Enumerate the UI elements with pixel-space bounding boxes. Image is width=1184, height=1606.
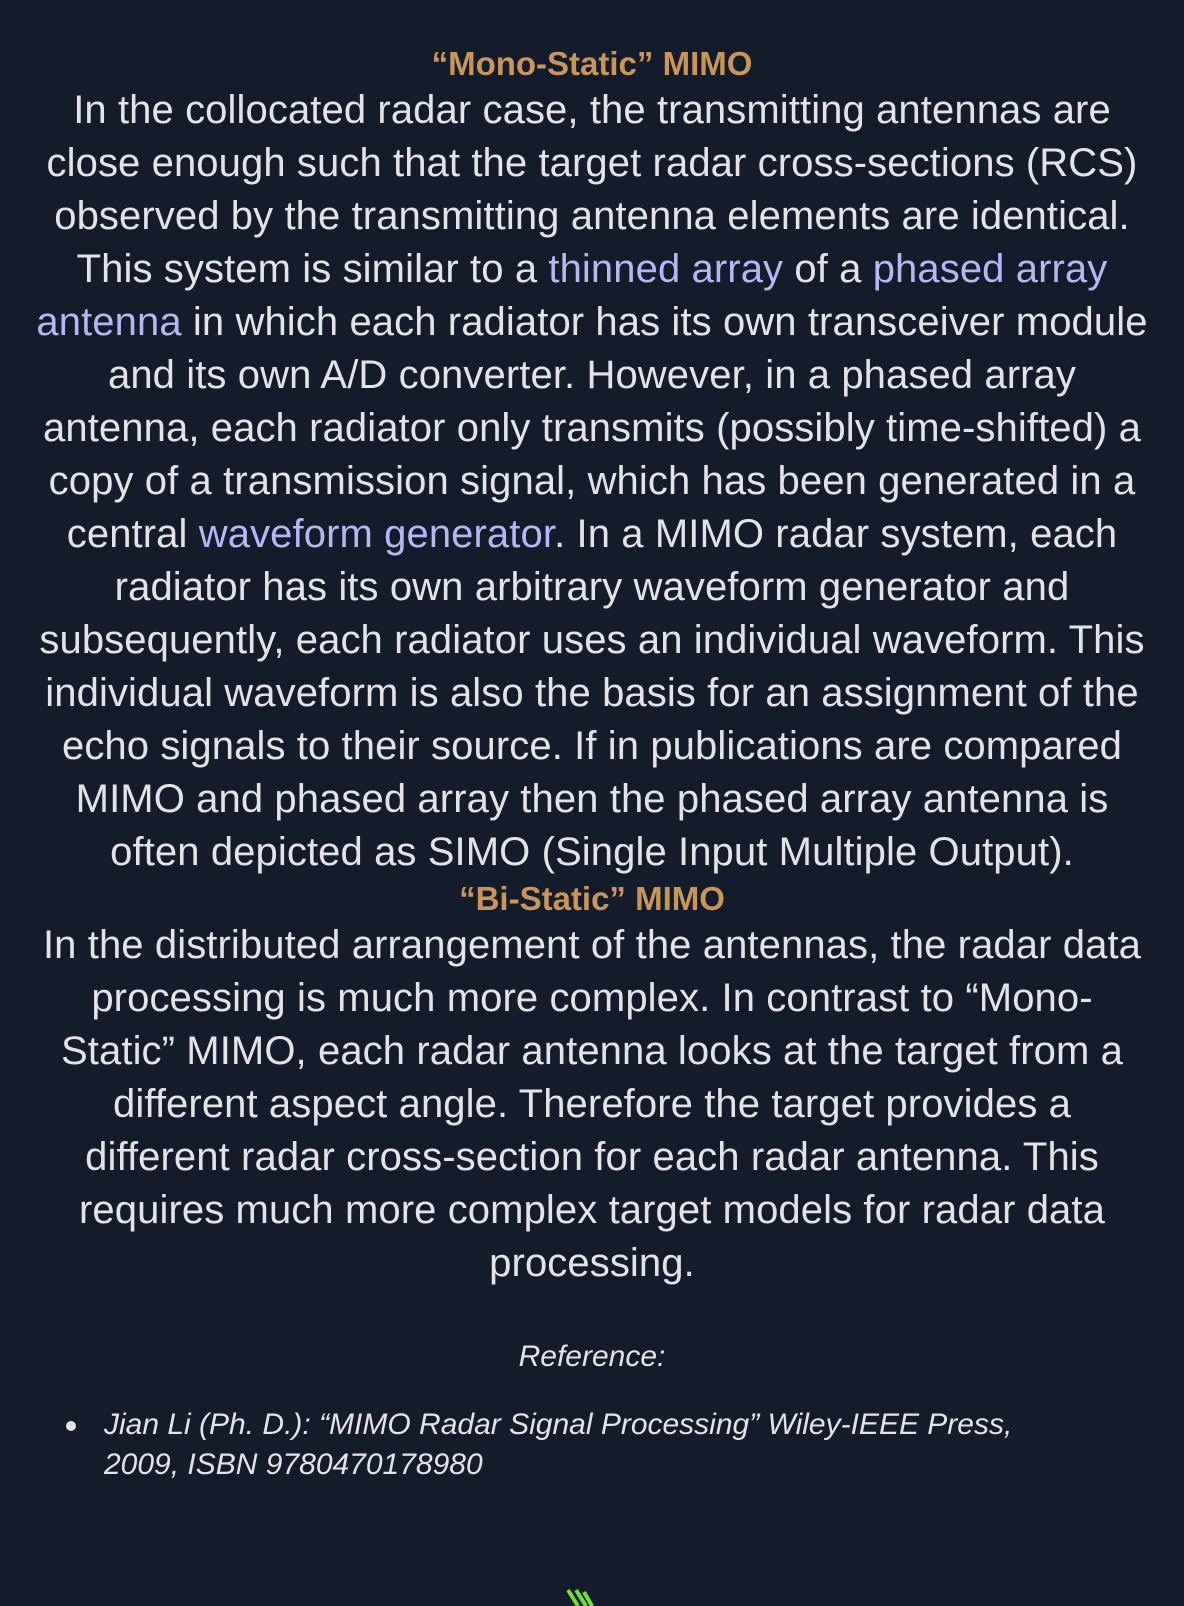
reference-list — [0, 1405, 1184, 1485]
paragraph-bi-static: In the distributed arrangement of the antennas, the radar data processing is much more complex. In contrast to “Mono-Static” MIMO, each radar antenna looks at the target from a different aspect angle. Therefore the target provides a different radar cross-section for each radar antenna. This requires much more complex target models for radar data processing. — [42, 923, 1142, 1285]
reference-text: Jian Li (Ph. D.): “MIMO Radar Signal Processing” Wiley-IEEE Press, 2009, ISBN 9780470178980 — [104, 1408, 1013, 1481]
chevron-double-icon[interactable] — [566, 1588, 602, 1606]
text-segment: . In a MIMO radar system, each radiator has its own arbitrary waveform generator and subsequently, each radiator uses an individual waveform. This individual waveform is also the basis for an assignment of the echo signals to their source. If in publications are compared MIMO and phased array then the phased array antenna is often depicted as SIMO (Single Input Multiple Output). — [39, 512, 1145, 874]
heading-bi-static: “Bi-Static” MIMO — [459, 880, 725, 917]
reference-item — [62, 1405, 1064, 1485]
text-segment: of a — [783, 247, 873, 291]
heading-mono-static: “Mono-Static” MIMO — [431, 45, 753, 82]
bullet-icon — [66, 1421, 76, 1431]
paragraph-mono-static — [36, 84, 1148, 879]
reference-label: Reference: — [518, 1340, 666, 1373]
link-phased-array-antenna[interactable]: phased array antenna — [36, 247, 1108, 344]
text-segment: In the collocated radar case, the transmitting antennas are close enough such that the target radar cross-sections (RCS) observed by the transmitting antenna elements are identical. This system is similar to a — [46, 88, 1138, 291]
link-waveform-generator[interactable]: waveform generator — [198, 512, 555, 556]
link-thinned-array[interactable]: thinned array — [548, 247, 784, 291]
text-segment: in which each radiator has its own transceiver module and its own A/D converter. However, in a phased array antenna, each radiator only transmits (possibly time-shifted) a copy of a transmission signal, which has been generated in a central — [43, 300, 1148, 556]
